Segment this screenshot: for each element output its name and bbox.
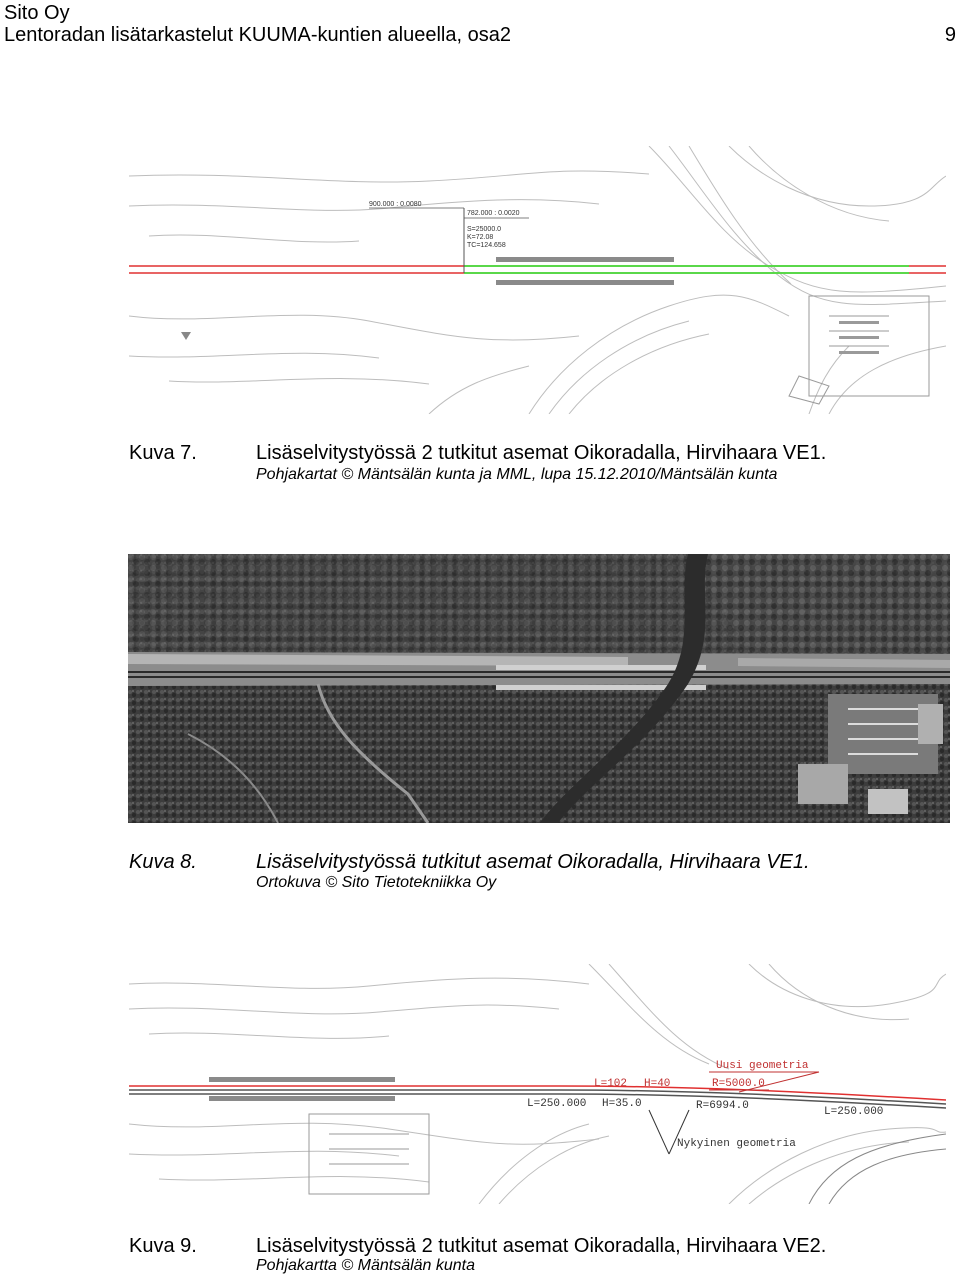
company-name: Sito Oy [4, 2, 70, 24]
map-label-tc: TC=124.658 [467, 242, 506, 249]
figure-9-caption: Lisäselvitystyössä 2 tutkitut asemat Oikoradalla, Hirvihaara VE2. [256, 1235, 827, 1257]
map-label-h-new: H=40 [644, 1078, 671, 1090]
map-label-h-left: H=35.0 [602, 1098, 642, 1110]
figure-8-aerial-photo [128, 554, 950, 823]
map-label-l-right: L=250.000 [824, 1106, 884, 1118]
map-label-r-existing: R=6994.0 [696, 1100, 749, 1112]
figure-7-source: Pohjakartat © Mäntsälän kunta ja MML, lupa 15.12.2010/Mäntsälän kunta [256, 466, 778, 483]
figure-8-caption: Lisäselvitystyössä tutkitut asemat Oikoradalla, Hirvihaara VE1. [256, 851, 810, 873]
figure-8-number: Kuva 8. [129, 851, 197, 873]
figure-9-source: Pohjakartta © Mäntsälän kunta [256, 1257, 476, 1274]
aerial-photo [128, 554, 950, 823]
map-label-l-left: L=250.000 [527, 1098, 587, 1110]
map-label-new-geometry: Uusi geometria [716, 1060, 809, 1072]
map-label-existing-geometry: Nykyinen geometria [677, 1138, 796, 1150]
figure-9-map [129, 964, 946, 1204]
figure-9-number: Kuva 9. [129, 1235, 197, 1257]
figure-7-number: Kuva 7. [129, 442, 197, 464]
figure-8-source: Ortokuva © Sito Tietotekniikka Oy [256, 874, 497, 891]
base-map-ve1 [129, 146, 946, 414]
map-label-s: S=25000.0 [467, 226, 502, 233]
map-label-station-b: 782.000 : 0.0020 [467, 210, 520, 217]
map-label-l-new: L=102 [594, 1078, 628, 1090]
map-label-r-new: R=5000.0 [712, 1078, 765, 1090]
map-label-station-a: 900.000 : 0.0080 [369, 201, 422, 208]
page-number: 9 [944, 24, 956, 46]
figure-7-caption: Lisäselvitystyössä 2 tutkitut asemat Oikoradalla, Hirvihaara VE1. [256, 442, 827, 464]
document-title: Lentoradan lisätarkastelut KUUMA-kuntien alueella, osa2 [4, 24, 511, 46]
map-label-k: K=72.08 [467, 234, 494, 241]
figure-7-map [129, 146, 946, 414]
base-map-ve2 [129, 964, 946, 1204]
